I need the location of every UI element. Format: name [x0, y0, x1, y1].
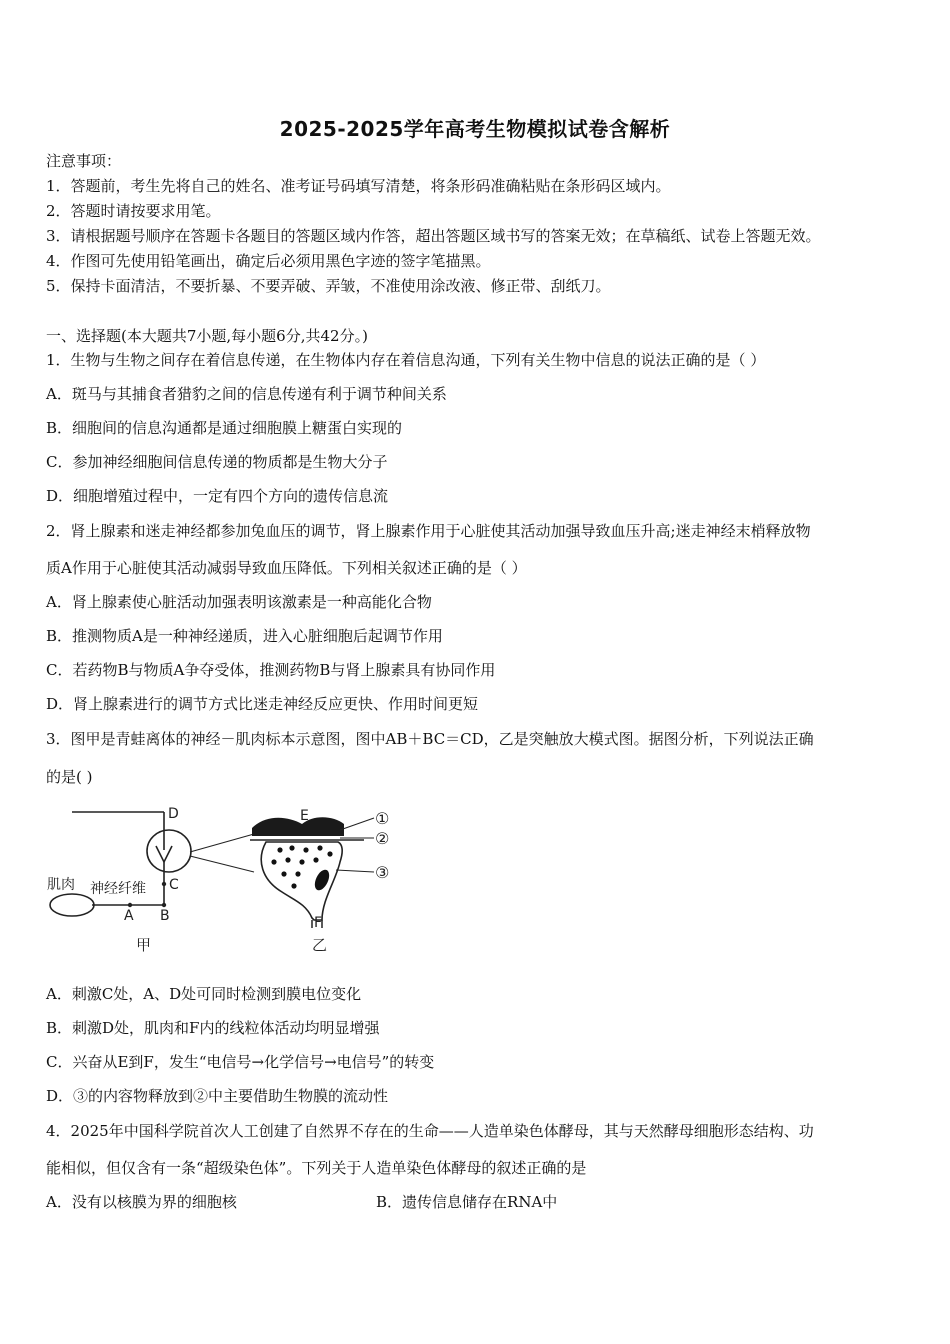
label-c: C	[169, 877, 179, 893]
question-4-stem-line-2: 能相似，但仅含有一条“超级染色体”。下列关于人造单染色体酵母的叙述正确的是	[46, 1159, 587, 1177]
section-heading: 一、选择题(本大题共7小题,每小题6分,共42分。)	[46, 327, 368, 345]
notice-item: 4．作图可先使用铅笔画出，确定后必须用黑色字迹的签字笔描黑。	[46, 252, 491, 270]
question-1-option-c: C．参加神经细胞间信息传递的物质都是生物大分子	[46, 453, 388, 471]
vesicle	[291, 883, 296, 888]
vesicle	[277, 847, 282, 852]
notice-heading: 注意事项：	[46, 152, 122, 170]
label-yi: 乙	[312, 936, 328, 954]
question-4-stem-line-1: 4．2025年中国科学院首次人工创建了自然界不存在的生命——人造单染色体酵母，其与天然酵母细胞形态结构、功	[46, 1122, 814, 1140]
question-3-stem-line-1: 3．图甲是青蛙离体的神经－肌肉标本示意图，图中AB＋BC＝CD，乙是突触放大模式图。据图分析，下列说法正确	[46, 730, 814, 748]
label-jia: 甲	[136, 936, 152, 954]
vesicle	[299, 859, 304, 864]
postsynaptic-membrane	[252, 817, 344, 836]
question-1-option-d: D．细胞增殖过程中，一定有四个方向的遗传信息流	[46, 487, 389, 505]
vesicle	[281, 871, 286, 876]
label-a: A	[124, 908, 134, 924]
question-4-option-b: B．遗传信息储存在RNA中	[376, 1193, 558, 1211]
question-2-option-d: D．肾上腺素进行的调节方式比迷走神经反应更快、作用时间更短	[46, 695, 479, 713]
vesicle	[295, 871, 300, 876]
notice-item: 3．请根据题号顺序在答题卡各题目的答题区域内作答，超出答题区域书写的答案无效；在草稿纸、试卷上答题无效。	[46, 227, 821, 245]
notice-item: 2．答题时请按要求用笔。	[46, 202, 221, 220]
vesicle	[313, 857, 318, 862]
page-title: 2025-2025学年高考生物模拟试卷含解析	[279, 117, 671, 141]
label-f: F	[314, 915, 323, 931]
question-3-option-b: B．刺激D处，肌肉和F内的线粒体活动均明显增强	[46, 1019, 380, 1037]
vesicle	[271, 859, 276, 864]
question-2-option-c: C．若药物B与物质A争夺受体，推测药物B与肾上腺素具有协同作用	[46, 661, 496, 679]
label-nerve-fiber: 神经纤维	[90, 881, 146, 897]
question-3-option-a: A．刺激C处，A、D处可同时检测到膜电位变化	[46, 985, 362, 1003]
vesicle	[317, 845, 322, 850]
zoom-line-top	[190, 834, 254, 852]
point-a	[128, 903, 132, 907]
question-2-stem-line-1: 2．肾上腺素和迷走神经都参加兔血压的调节，肾上腺素作用于心脏使其活动加强导致血压升高;迷走神经末梢释放物	[46, 522, 811, 540]
muscle-ellipse	[50, 894, 94, 916]
label-circled-3: ③	[375, 863, 390, 882]
vesicle	[285, 857, 290, 862]
vesicle	[303, 847, 308, 852]
label-e: E	[300, 808, 309, 824]
figure-jia	[50, 812, 254, 916]
vesicle	[327, 851, 332, 856]
zoom-line-bottom	[190, 856, 254, 872]
label-d: D	[168, 806, 179, 822]
question-3-stem-line-2: 的是( )	[46, 768, 93, 786]
notice-item: 5．保持卡面清洁，不要折暴、不要弄破、弄皱，不准使用涂改液、修正带、刮纸刀。	[46, 277, 611, 295]
label-b: B	[160, 908, 170, 924]
question-1-stem: 1．生物与生物之间存在着信息传递，在生物体内存在着信息沟通，下列有关生物中信息的说法正确的是（ ）	[46, 351, 766, 369]
label-muscle: 肌肉	[47, 877, 75, 893]
pointer-3	[336, 870, 374, 872]
question-2-option-b: B．推测物质A是一种神经递质，进入心脏细胞后起调节作用	[46, 627, 443, 645]
notice-item: 1．答题前，考生先将自己的姓名、准考证号码填写清楚，将条形码准确粘贴在条形码区域内。	[46, 177, 671, 195]
pointer-1	[340, 818, 374, 830]
nerve-muscle-synapse-figure	[44, 800, 404, 960]
question-2-stem-line-2: 质A作用于心脏使其活动减弱导致血压降低。下列相关叙述正确的是（ ）	[46, 559, 527, 577]
figure-yi	[250, 817, 374, 928]
question-2-option-a: A．肾上腺素使心脏活动加强表明该激素是一种高能化合物	[46, 593, 432, 611]
vesicle	[289, 845, 294, 850]
question-4-option-a: A．没有以核膜为界的细胞核	[46, 1193, 237, 1211]
point-c	[162, 882, 166, 886]
label-circled-1: ①	[375, 809, 390, 828]
point-b	[162, 903, 166, 907]
question-3-option-d: D．③的内容物释放到②中主要借助生物膜的流动性	[46, 1087, 389, 1105]
label-circled-2: ②	[375, 829, 390, 848]
question-3-option-c: C．兴奋从E到F，发生“电信号→化学信号→电信号”的转变	[46, 1053, 435, 1071]
question-1-option-b: B．细胞间的信息沟通都是通过细胞膜上糖蛋白实现的	[46, 419, 403, 437]
question-1-option-a: A．斑马与其捕食者猎豹之间的信息传递有利于调节种间关系	[46, 385, 447, 403]
